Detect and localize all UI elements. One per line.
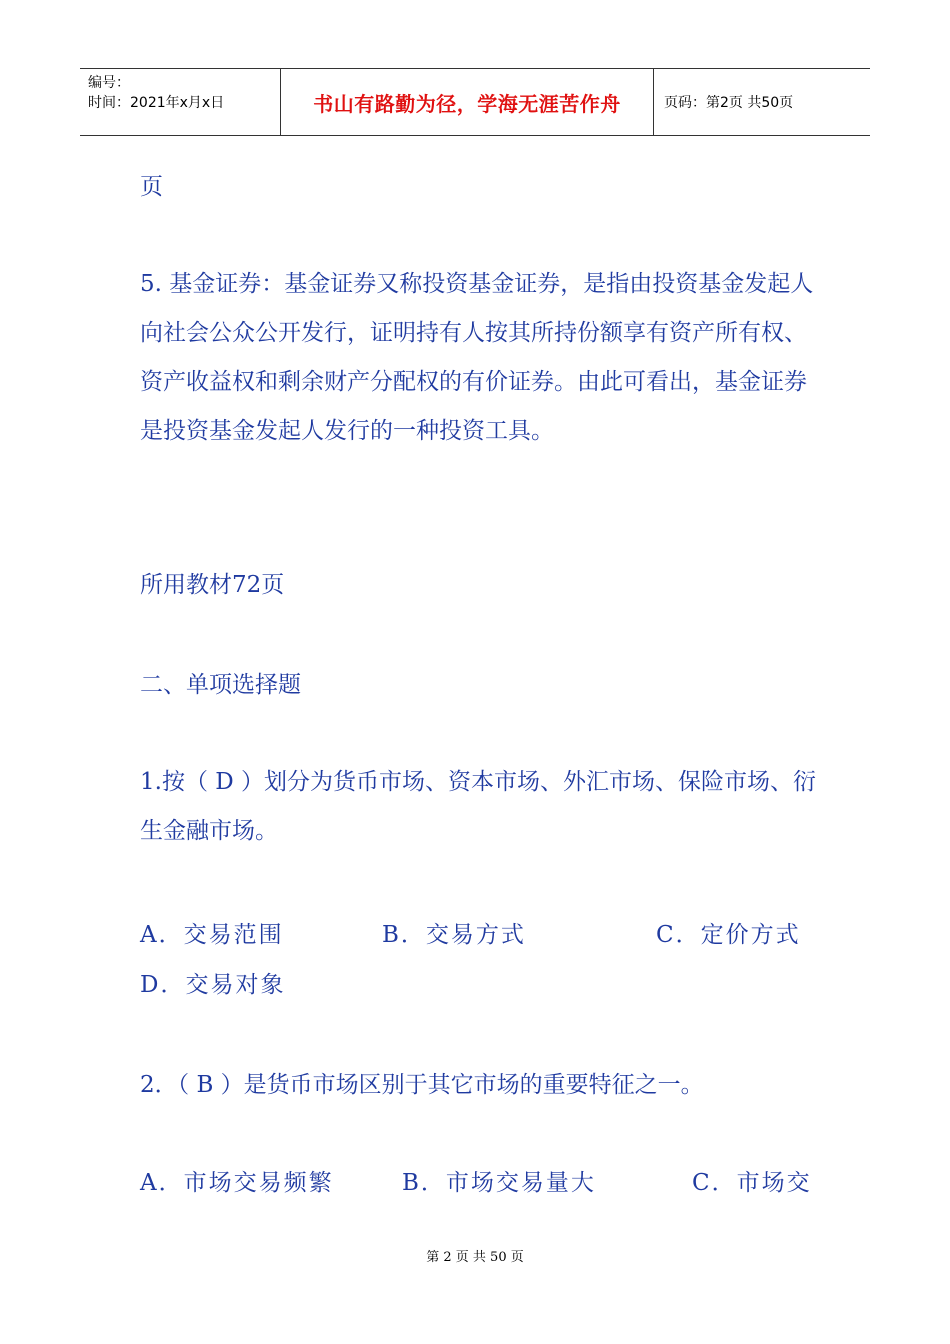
q1-option-c: C．定价方式: [656, 922, 801, 948]
time-label: 时间：2021年x月x日: [88, 95, 225, 111]
page-info-text: 页码：第2页 共50页: [664, 95, 794, 111]
header-motto-cell: [281, 69, 654, 135]
q2-option-b: B．市场交易量大: [402, 1170, 596, 1196]
question-1: 1.按（ D ）划分为货币市场、资本市场、外汇市场、保险市场、衍生金融市场。: [140, 769, 817, 844]
line-ye: 页: [140, 174, 163, 200]
motto-text: 书山有路勤为径，学海无涯苦作舟: [313, 91, 621, 116]
header-page-info: [654, 69, 870, 135]
textbook-reference: 所用教材72页: [140, 572, 285, 598]
q1-option-d: D．交易对象: [140, 972, 286, 998]
number-label: 编号：: [88, 75, 130, 91]
q2-option-c: C．市场交: [692, 1170, 812, 1196]
page-header: [80, 68, 870, 136]
item-5-paragraph: 5. 基金证券：基金证券又称投资基金证券，是指由投资基金发起人向社会公众公开发行，证明持有人按其所持份额享有资产所有权、资产收益权和剩余财产分配权的有价证券。由此可看出，基金证券是投资基金发起人发行的一种投资工具。: [140, 271, 814, 444]
q2-option-a: A．市场交易频繁: [140, 1170, 334, 1196]
q1-option-b: B．交易方式: [382, 922, 526, 948]
section-title: 二、单项选择题: [140, 672, 301, 698]
q1-option-a: A．交易范围: [140, 922, 284, 948]
page-footer: 第 2 页 共 50 页: [426, 1250, 524, 1265]
question-2: 2．（ B ）是货币市场区别于其它市场的重要特征之一。: [140, 1072, 704, 1098]
header-meta: [80, 69, 281, 135]
